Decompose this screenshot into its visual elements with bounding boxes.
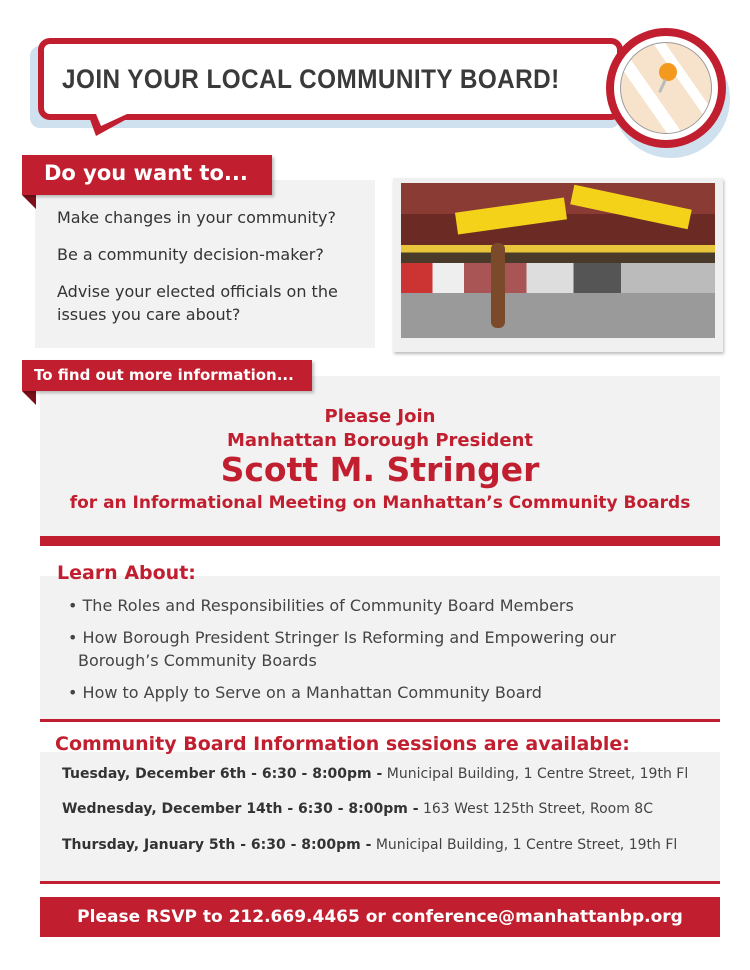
page-title: JOIN YOUR LOCAL COMMUNITY BOARD! [62, 63, 560, 94]
questions-tab: Do you want to... [22, 155, 272, 195]
learn-panel [40, 576, 720, 722]
tab-fold [22, 391, 36, 405]
question-item: Be a community decision-maker? [57, 245, 324, 264]
map-pin-icon [659, 63, 677, 81]
map-badge [606, 28, 726, 148]
info-line-3: for an Informational Meeting on Manhattan’s Community Boards [69, 493, 691, 513]
questions-panel [35, 180, 375, 348]
info-tab: To find out more information... [22, 360, 312, 391]
map-icon [620, 42, 712, 134]
question-item: Make changes in your community? [57, 208, 336, 227]
learn-item: • How to Apply to Serve on a Manhattan Community Board [68, 683, 542, 702]
rsvp-banner [40, 897, 720, 937]
session-row: Thursday, January 5th - 6:30 - 8:00pm - Municipal Building, 1 Centre Street, 19th Fl [62, 837, 678, 853]
question-item: Advise your elected officials on the issues you care about? [57, 282, 338, 324]
rsvp-text: Please RSVP to 212.669.4465 or conference@manhattanbp.org [77, 907, 683, 927]
chinatown-street-photo [401, 183, 715, 338]
bubble-tail-inner [96, 114, 127, 126]
info-line-1: Please Join [324, 406, 436, 427]
learn-item: • The Roles and Responsibilities of Community Board Members [68, 596, 574, 615]
host-name: Scott M. Stringer [220, 450, 540, 489]
learn-heading: Learn About: [57, 562, 196, 584]
tab-fold [22, 195, 36, 209]
learn-item: • How Borough President Stringer Is Reforming and Empowering our Borough’s Community Boards [68, 628, 616, 670]
session-row: Wednesday, December 14th - 6:30 - 8:00pm - 163 West 125th Street, Room 8C [62, 801, 653, 817]
session-row: Tuesday, December 6th - 6:30 - 8:00pm - Municipal Building, 1 Centre Street, 19th Fl [62, 766, 689, 782]
info-line-2: Manhattan Borough President [226, 430, 534, 451]
meeting-info-panel [40, 376, 720, 546]
sessions-panel [40, 752, 720, 884]
header-speech-bubble [38, 38, 623, 120]
sessions-heading: Community Board Information sessions are available: [55, 733, 630, 755]
photo-frame [393, 178, 723, 352]
